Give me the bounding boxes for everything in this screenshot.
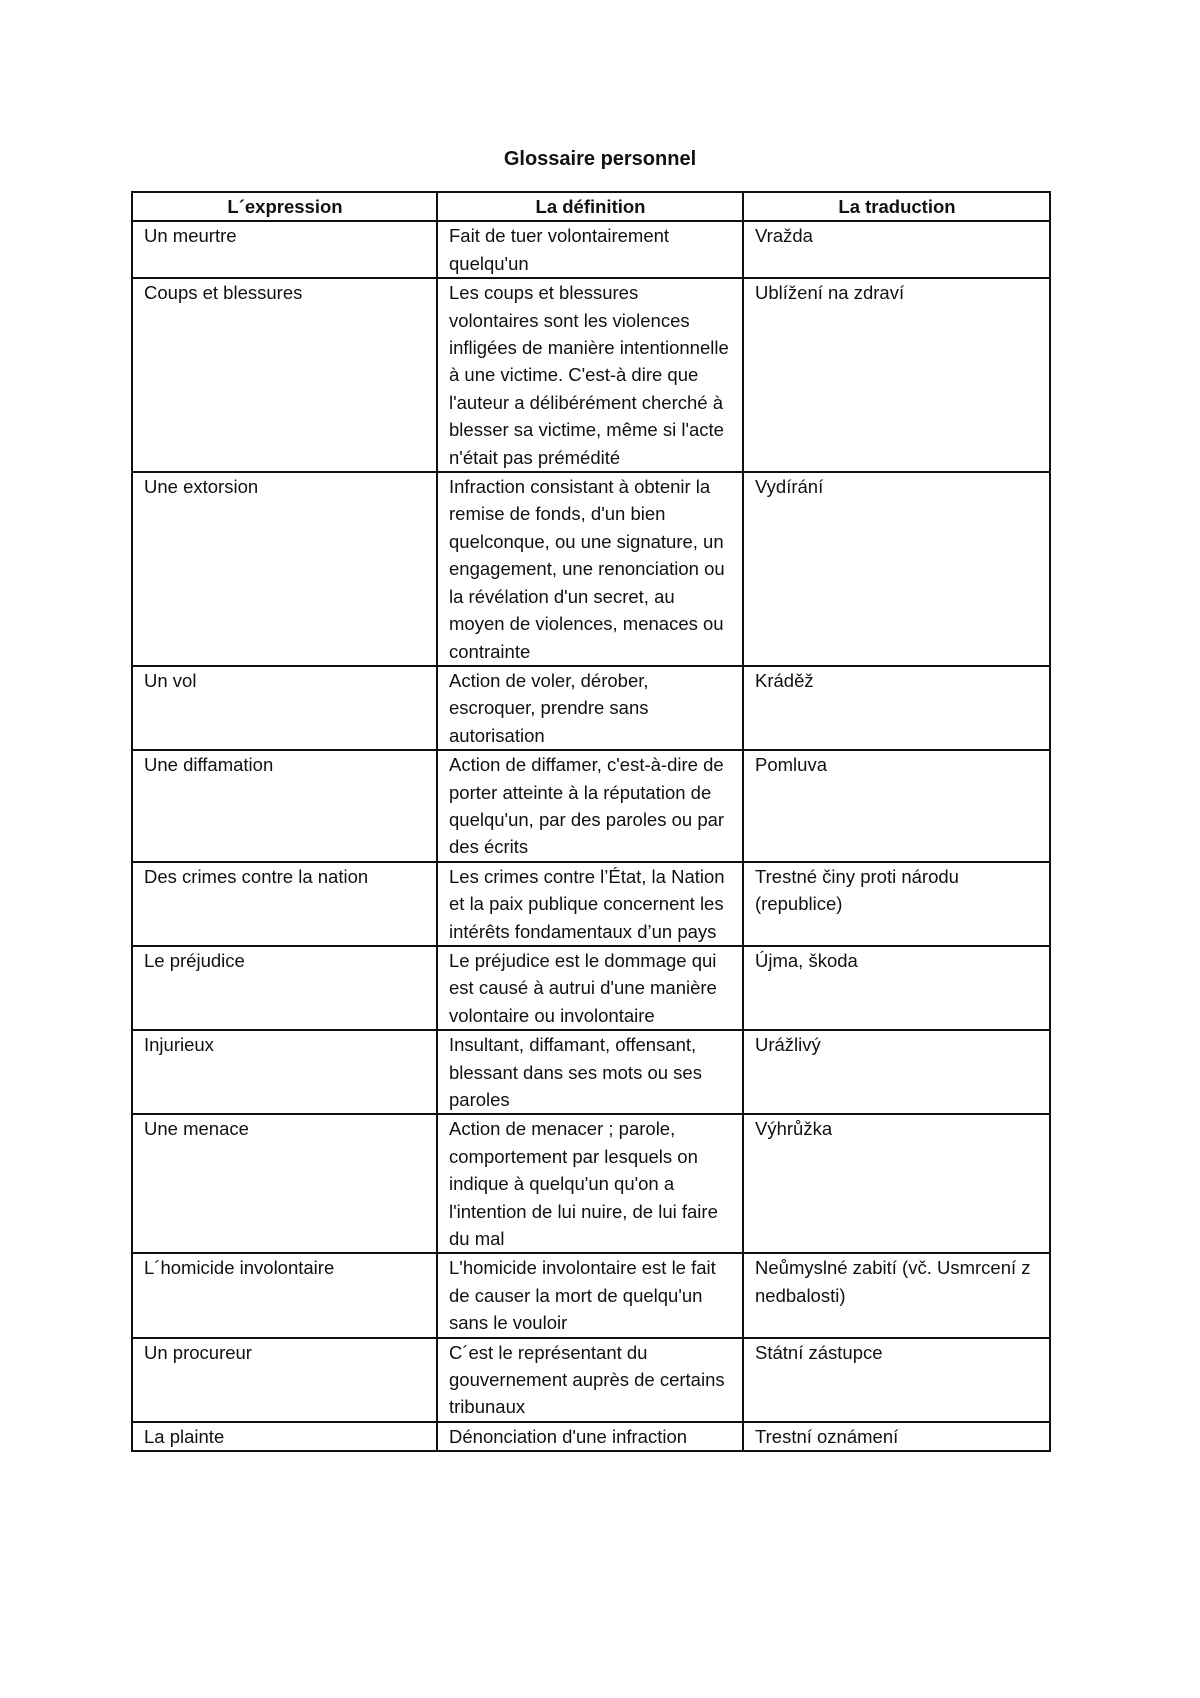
translation-cell: Trestní oznámení	[743, 1422, 1050, 1451]
table-row	[132, 750, 1050, 862]
definition-cell: Insultant, diffamant, offensant, blessant dans ses mots ou ses paroles	[437, 1030, 743, 1114]
expression-cell: Un meurtre	[132, 221, 437, 278]
expression-cell: Une menace	[132, 1114, 437, 1253]
definition-cell: Fait de tuer volontairement quelqu'un	[437, 221, 743, 278]
definition-cell: Les crimes contre l’État, la Nation et la paix publique concernent les intérêts fondamentaux d’un pays	[437, 862, 743, 946]
table-row	[132, 1253, 1050, 1337]
header-row	[132, 192, 1050, 221]
definition-cell: Action de menacer ; parole, comportement par lesquels on indique à quelqu'un qu'on a l'intention de lui nuire, de lui faire du mal	[437, 1114, 743, 1253]
table-row	[132, 221, 1050, 278]
table-row	[132, 946, 1050, 1030]
expression-cell: Le préjudice	[132, 946, 437, 1030]
definition-cell: Dénonciation d'une infraction	[437, 1422, 743, 1451]
expression-cell: Un vol	[132, 666, 437, 750]
definition-cell: Infraction consistant à obtenir la remise de fonds, d'un bien quelconque, ou une signature, un engagement, une renonciation ou la révélation d'un secret, au moyen de violences, menaces ou contrainte	[437, 472, 743, 666]
expression-cell: Des crimes contre la nation	[132, 862, 437, 946]
translation-cell: Kráděž	[743, 666, 1050, 750]
expression-cell: Une extorsion	[132, 472, 437, 666]
table-row	[132, 472, 1050, 666]
translation-cell: Ublížení na zdraví	[743, 278, 1050, 472]
expression-cell: L´homicide involontaire	[132, 1253, 437, 1337]
translation-cell: Výhrůžka	[743, 1114, 1050, 1253]
definition-cell: Action de voler, dérober, escroquer, prendre sans autorisation	[437, 666, 743, 750]
document-title: Glossaire personnel	[503, 148, 697, 170]
translation-cell: Vydírání	[743, 472, 1050, 666]
expression-cell: Un procureur	[132, 1338, 437, 1422]
table-row	[132, 862, 1050, 946]
expression-cell: Coups et blessures	[132, 278, 437, 472]
translation-cell: Urážlivý	[743, 1030, 1050, 1114]
header-translation: La traduction	[743, 192, 1050, 221]
table-row	[132, 278, 1050, 472]
expression-cell: Une diffamation	[132, 750, 437, 862]
header-definition: La définition	[437, 192, 743, 221]
translation-cell: Pomluva	[743, 750, 1050, 862]
definition-cell: Les coups et blessures volontaires sont les violences infligées de manière intentionnelle à une victime. C'est-à dire que l'auteur a délibérément cherché à blesser sa victime, même si l'acte n'était pas prémédité	[437, 278, 743, 472]
table-row	[132, 1422, 1050, 1451]
definition-cell: Action de diffamer, c'est-à-dire de porter atteinte à la réputation de quelqu'un, par des paroles ou par des écrits	[437, 750, 743, 862]
glossary-table	[131, 191, 1051, 1452]
definition-cell: L'homicide involontaire est le fait de causer la mort de quelqu'un sans le vouloir	[437, 1253, 743, 1337]
expression-cell: La plainte	[132, 1422, 437, 1451]
translation-cell: Vražda	[743, 221, 1050, 278]
table-row	[132, 1030, 1050, 1114]
translation-cell: Státní zástupce	[743, 1338, 1050, 1422]
table-row	[132, 1114, 1050, 1253]
definition-cell: C´est le représentant du gouvernement auprès de certains tribunaux	[437, 1338, 743, 1422]
translation-cell: Trestné činy proti národu (republice)	[743, 862, 1050, 946]
translation-cell: Neůmyslné zabití (vč. Usmrcení z nedbalosti)	[743, 1253, 1050, 1337]
table-row	[132, 666, 1050, 750]
expression-cell: Injurieux	[132, 1030, 437, 1114]
table-row	[132, 1338, 1050, 1422]
translation-cell: Újma, škoda	[743, 946, 1050, 1030]
definition-cell: Le préjudice est le dommage qui est causé à autrui d'une manière volontaire ou involontaire	[437, 946, 743, 1030]
header-expression: L´expression	[132, 192, 437, 221]
